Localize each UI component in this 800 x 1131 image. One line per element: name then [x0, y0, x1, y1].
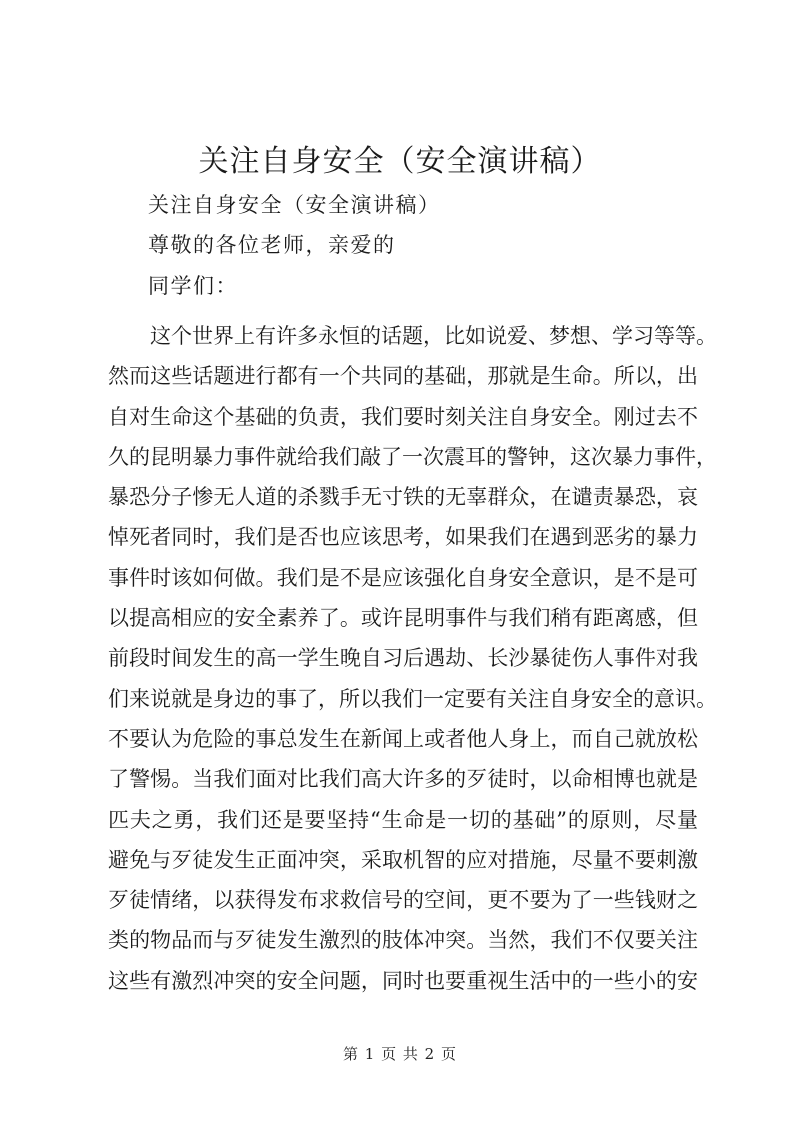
body-line: 自对生命这个基础的负责，我们要时刻关注自身安全。刚过去不	[108, 404, 698, 429]
body-line: 歹徒情绪，以获得发布求救信号的空间，更不要为了一些钱财之	[108, 888, 698, 913]
intro-title-line: 关注自身安全（安全演讲稿）	[148, 193, 441, 217]
document-title: 关注自身安全（安全演讲稿）	[198, 144, 602, 179]
body-line: 了警惕。当我们面对比我们高大许多的歹徒时，以命相博也就是	[108, 767, 698, 792]
body-line: 们来说就是身边的事了，所以我们一定要有关注自身安全的意识。	[108, 686, 717, 711]
body-line: 不要认为危险的事总发生在新闻上或者他人身上，而自己就放松	[108, 726, 698, 751]
body-line: 事件时该如何做。我们是不是应该强化自身安全意识，是不是可	[108, 565, 698, 590]
body-line: 这些有激烈冲突的安全问题，同时也要重视生活中的一些小的安	[108, 968, 698, 993]
body-line: 避免与歹徒发生正面冲突，采取机智的应对措施，尽量不要刺激	[108, 847, 698, 872]
body-line: 然而这些话题进行都有一个共同的基础，那就是生命。所以，出	[108, 364, 698, 389]
speech-body	[108, 316, 717, 1001]
body-line: 这个世界上有许多永恒的话题，比如说爱、梦想、学习等等。	[150, 324, 717, 348]
body-line: 以提高相应的安全素养了。或许昆明事件与我们稍有距离感，但	[108, 606, 698, 631]
body-line: 匹夫之勇，我们还是要坚持“生命是一切的基础”的原则，尽量	[108, 807, 698, 832]
body-line: 前段时间发生的高一学生晚自习后遇劫、长沙暴徒伤人事件对我	[108, 646, 698, 671]
salutation-line: 尊敬的各位老师，亲爱的	[148, 233, 396, 257]
body-line: 久的昆明暴力事件就给我们敲了一次震耳的警钟，这次暴力事件，	[108, 444, 717, 469]
salutation-line-continued: 同学们：	[148, 274, 238, 298]
body-line: 类的物品而与歹徒发生激烈的肢体冲突。当然，我们不仅要关注	[108, 928, 698, 953]
body-line: 暴恐分子惨无人道的杀戮手无寸铁的无辜群众，在谴责暴恐，哀	[108, 485, 698, 510]
body-line: 悼死者同时，我们是否也应该思考，如果我们在遇到恶劣的暴力	[108, 525, 698, 550]
page-footer: 第 1 页 共 2 页	[343, 1045, 457, 1063]
